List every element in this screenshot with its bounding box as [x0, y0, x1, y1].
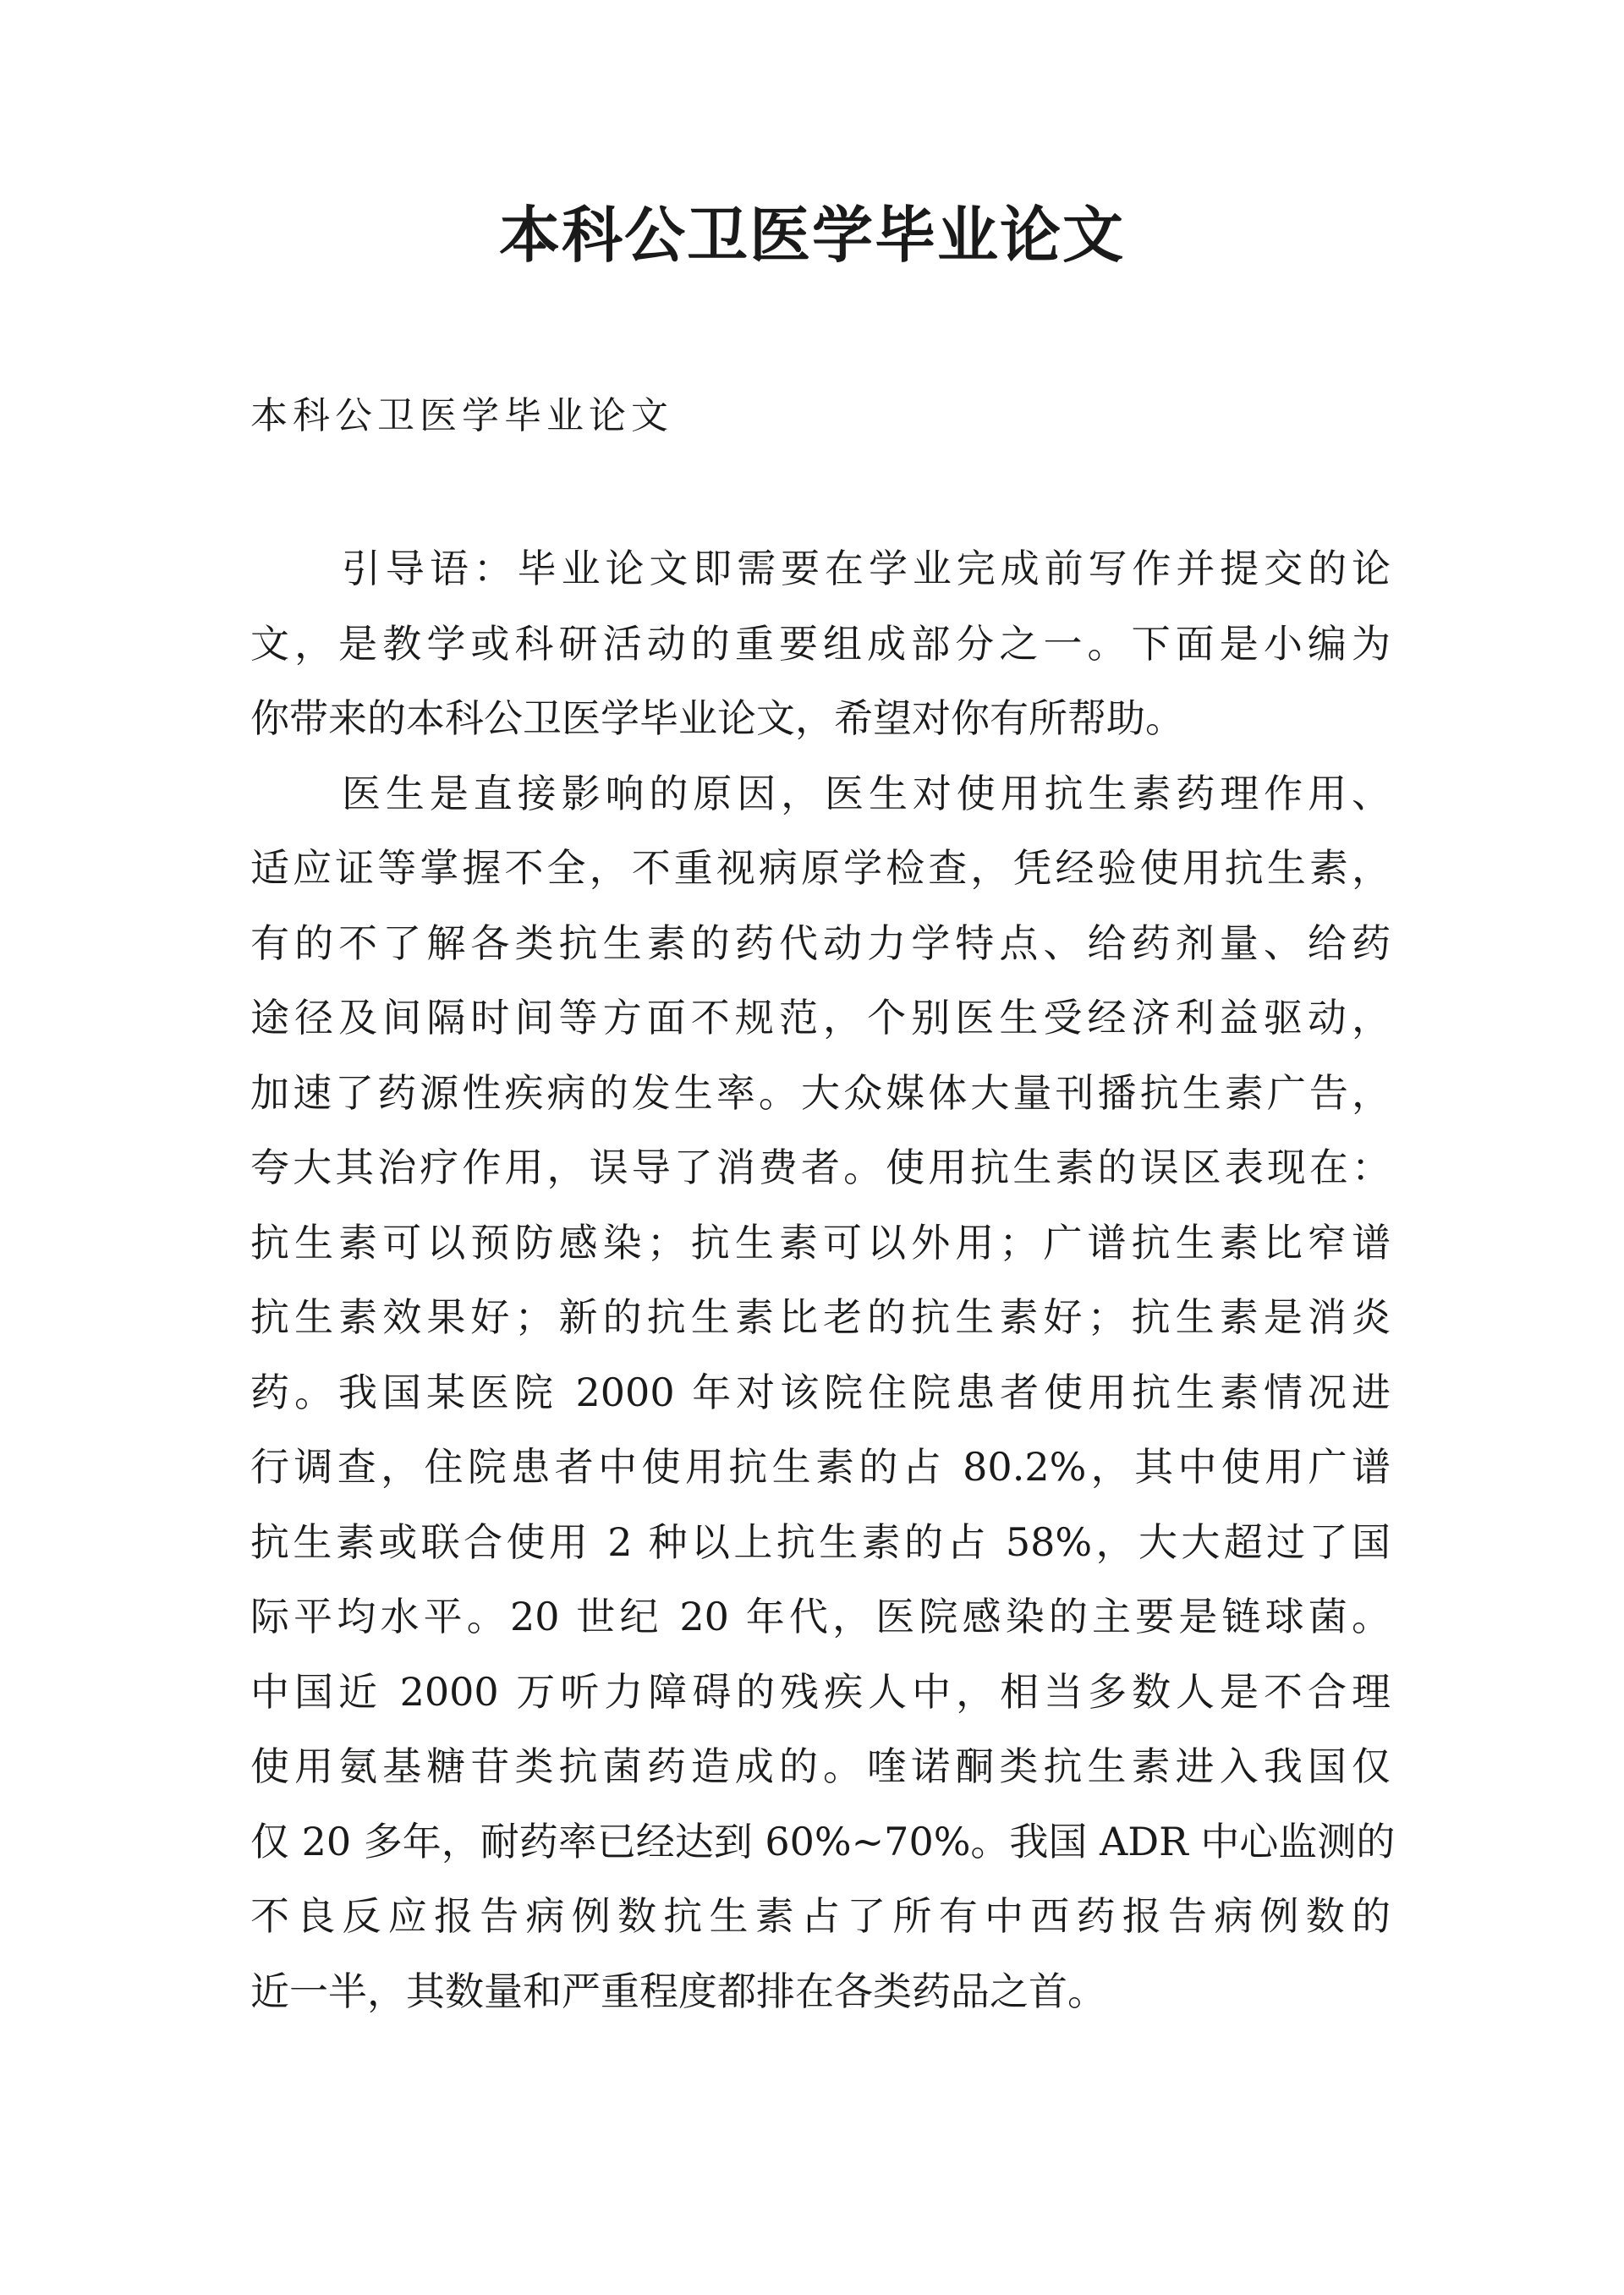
document-body [250, 531, 1396, 2029]
document-subtitle: 本科公卫医学毕业论文 [250, 394, 673, 437]
text-line: 抗生素或联合使用 2 种以上抗生素的占 58%，大大超过了国 [250, 1518, 1391, 1565]
text-line: 际平均水平。20 世纪 20 年代，医院感染的主要是链球菌。 [250, 1594, 1391, 1639]
text-line: 近一半，其数量和严重程度都排在各类药品之首。 [250, 1968, 1106, 2014]
text-line: 药。我国某医院 2000 年对该院住院患者使用抗生素情况进 [250, 1369, 1391, 1415]
text-line: 行调查，住院患者中使用抗生素的占 80.2%，其中使用广谱 [250, 1444, 1391, 1490]
text-line: 加速了药源性疾病的发生率。大众媒体大量刊播抗生素广告， [250, 1069, 1391, 1116]
text-line: 中国近 2000 万听力障碍的残疾人中，相当多数人是不合理 [250, 1668, 1391, 1715]
document-title: 本科公卫医学毕业论文 [498, 200, 1125, 271]
text-line: 抗生素效果好；新的抗生素比老的抗生素好；抗生素是消炎 [250, 1294, 1391, 1340]
text-line: 抗生素可以预防感染；抗生素可以外用；广谱抗生素比窄谱 [250, 1219, 1391, 1266]
text-line: 途径及间隔时间等方面不规范，个别医生受经济利益驱动， [250, 995, 1391, 1040]
text-line: 有的不了解各类抗生素的药代动力学特点、给药剂量、给药 [250, 920, 1391, 966]
text-line: 适应证等掌握不全，不重视病原学检查，凭经验使用抗生素， [250, 845, 1391, 891]
paragraph-intro [250, 531, 1391, 756]
text-line: 引导语：毕业论文即需要在学业完成前写作并提交的论 [342, 546, 1391, 591]
text-line: 不良反应报告病例数抗生素占了所有中西药报告病例数的 [250, 1893, 1391, 1939]
text-line: 你带来的本科公卫医学毕业论文，希望对你有所帮助。 [250, 695, 1184, 741]
text-line: 仅 20 多年，耐药率已经达到 60%~70%。我国 ADR 中心监测的 [250, 1818, 1396, 1864]
text-line: 医生是直接影响的原因，医生对使用抗生素药理作用、 [342, 770, 1391, 816]
paragraph-main [250, 756, 1396, 2029]
text-line: 夸大其治疗作用，误导了消费者。使用抗生素的误区表现在： [250, 1145, 1391, 1190]
text-line: 文，是教学或科研活动的重要组成部分之一。下面是小编为 [250, 620, 1391, 667]
text-line: 使用氨基糖苷类抗菌药造成的。喹诺酮类抗生素进入我国仅 [250, 1743, 1391, 1789]
